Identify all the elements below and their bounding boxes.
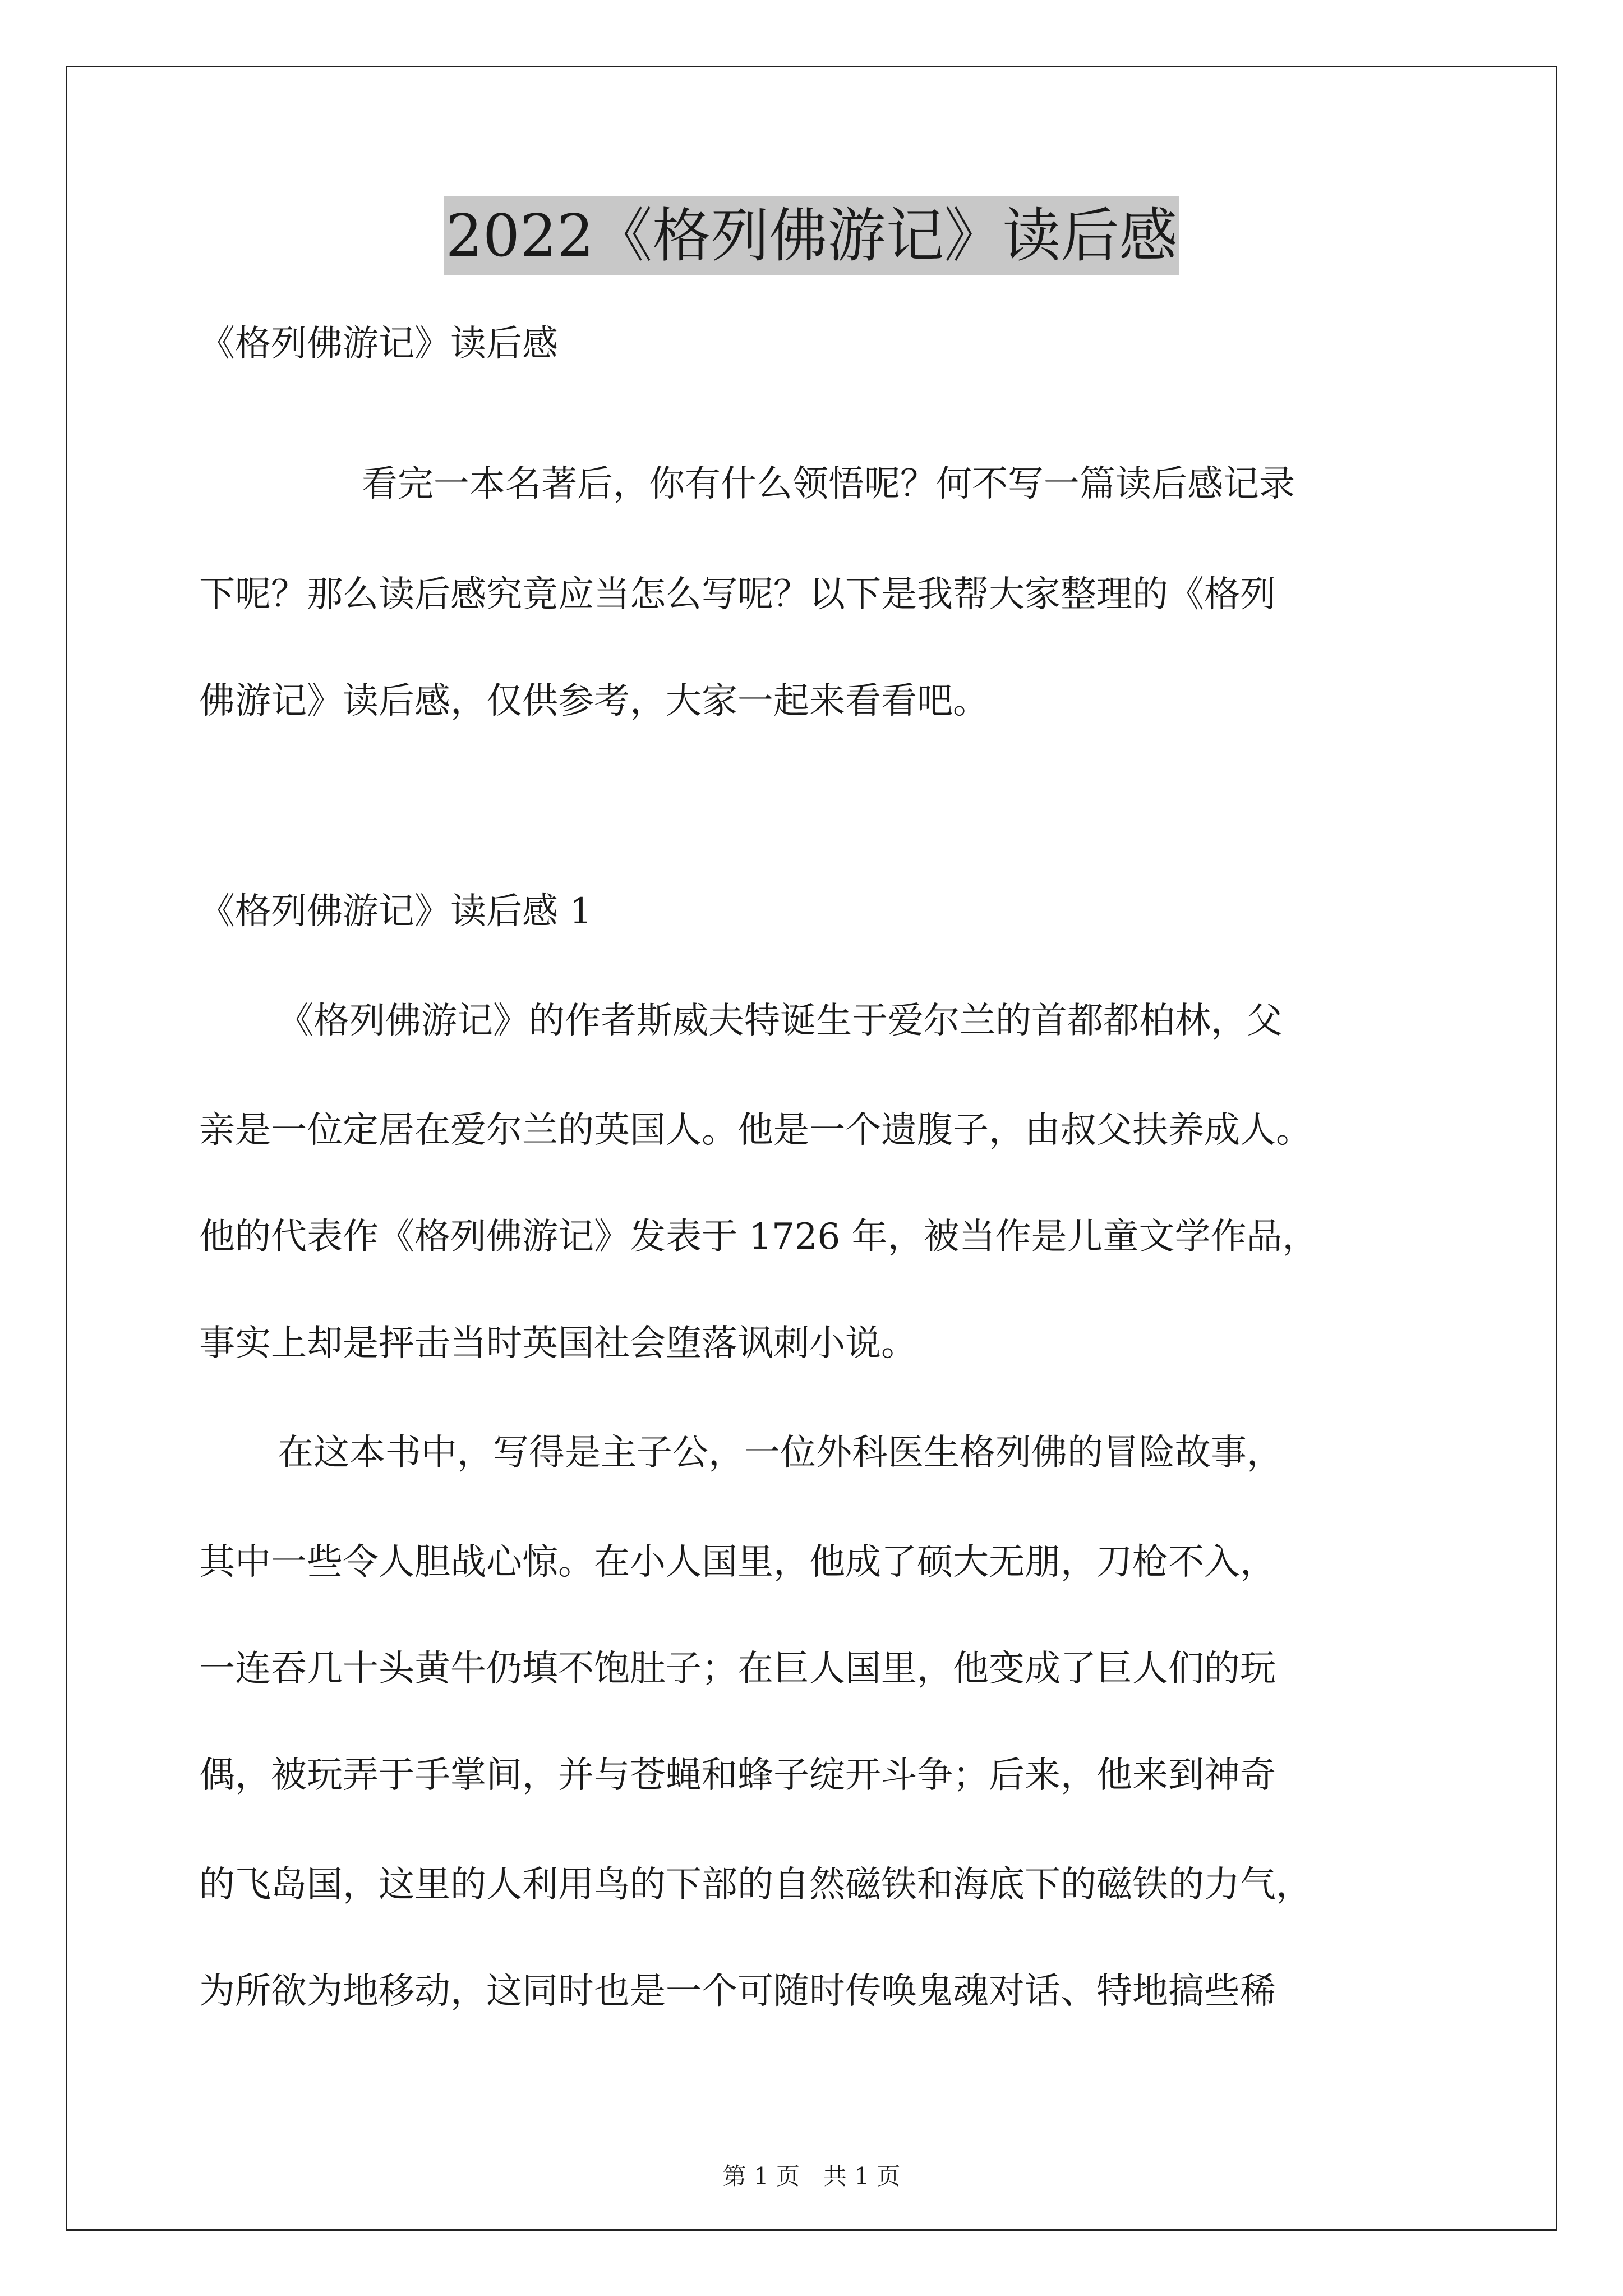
paragraph-line: 事实上却是抨击当时英国社会堕落讽刺小说。 <box>199 1323 917 1364</box>
intro-line: 佛游记》读后感，仅供参考，大家一起来看看吧。 <box>199 680 989 722</box>
intro-line: 下呢？那么读后感究竟应当怎么写呢？以下是我帮大家整理的《格列 <box>199 574 1276 615</box>
paragraph-line: 《格列佛游记》的作者斯威夫特诞生于爱尔兰的首都都柏林，父 <box>278 1000 1283 1042</box>
paragraph-line: 为所欲为地移动，这同时也是一个可随时传唤鬼魂对话、特地搞些稀 <box>199 1971 1276 2012</box>
paragraph-line: 一连吞几十头黄牛仍填不饱肚子；在巨人国里，他变成了巨人们的玩 <box>199 1648 1276 1690</box>
paragraph-line: 偶，被玩弄于手掌间，并与苍蝇和蜂子绽开斗争；后来，他来到神奇 <box>199 1755 1276 1796</box>
paragraph-line: 其中一些令人胆战心惊。在小人国里，他成了硕大无朋，刀枪不入， <box>199 1542 1276 1583</box>
paragraph-line: 在这本书中，写得是主子公，一位外科医生格列佛的冒险故事， <box>278 1432 1283 1474</box>
page-footer: 第 1 页 共 1 页 <box>722 2162 901 2190</box>
paragraph-line: 的飞岛国，这里的人利用鸟的下部的自然磁铁和海底下的磁铁的力气， <box>199 1864 1312 1906</box>
intro-line: 看完一本名著后，你有什么领悟呢？何不写一篇读后感记录 <box>362 463 1295 505</box>
section-heading: 《格列佛游记》读后感 1 <box>199 891 593 932</box>
paragraph-line: 他的代表作《格列佛游记》发表于 1726 年，被当作是儿童文学作品， <box>199 1216 1318 1258</box>
paragraph-line: 亲是一位定居在爱尔兰的英国人。他是一个遗腹子，由叔父扶养成人。 <box>199 1110 1312 1151</box>
subtitle: 《格列佛游记》读后感 <box>199 323 558 365</box>
document-title-text: 2022《格列佛游记》读后感 <box>444 196 1180 275</box>
document-title <box>0 196 1623 275</box>
